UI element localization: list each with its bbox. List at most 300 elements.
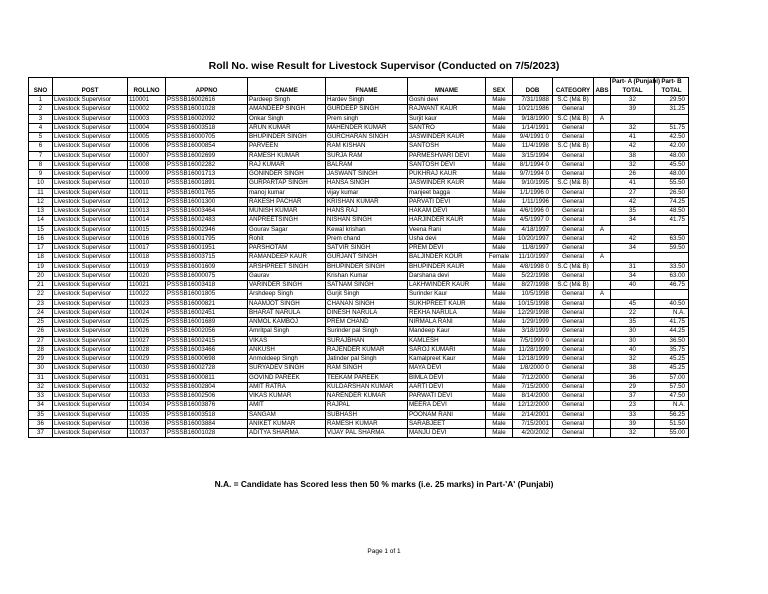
header-category: CATEGORY (553, 87, 594, 96)
header-row (29, 87, 689, 96)
cell-cname: ANPREETSINGH (248, 216, 326, 225)
cell-sno: 20 (29, 271, 53, 280)
cell-fname: Prem singh (326, 114, 408, 123)
cell-cname: GONINDER SINGH (248, 170, 326, 179)
cell-mname: Darshana devi (408, 271, 486, 280)
cell-rollno: 110022 (128, 290, 166, 299)
cell-fname: SURJA RAM (326, 151, 408, 160)
cell-partb-total (655, 225, 689, 234)
cell-partb-total: 29.50 (655, 96, 689, 105)
cell-abs (594, 299, 611, 308)
cell-cname: RAMANDEEP KAUR (248, 253, 326, 262)
table-row (29, 96, 689, 105)
cell-rollno: 110025 (128, 318, 166, 327)
cell-rollno: 110015 (128, 225, 166, 234)
cell-abs (594, 429, 611, 438)
cell-dob: 11/10/1997 (513, 253, 553, 262)
cell-parta-total (611, 253, 655, 262)
cell-post: Livestock Supervisor (53, 105, 128, 114)
cell-partb-total: 46.75 (655, 281, 689, 290)
cell-parta-total (611, 114, 655, 123)
cell-sno: 6 (29, 142, 53, 151)
cell-sno: 32 (29, 382, 53, 391)
cell-abs (594, 419, 611, 428)
cell-parta-total: 38 (611, 151, 655, 160)
cell-cname: GURPARTAP SINGH (248, 179, 326, 188)
cell-fname: GURJANT SINGH (326, 253, 408, 262)
table-row (29, 271, 689, 280)
cell-cname: BHUPINDER SINGH (248, 133, 326, 142)
cell-post: Livestock Supervisor (53, 142, 128, 151)
cell-dob: 2/14/2001 (513, 410, 553, 419)
cell-dob: 3/15/1994 (513, 151, 553, 160)
cell-post: Livestock Supervisor (53, 419, 128, 428)
cell-mname: JASWINDER KAUR (408, 133, 486, 142)
cell-fname: KRISHAN KUMAR (326, 197, 408, 206)
cell-abs (594, 271, 611, 280)
header-mname: MNAME (408, 87, 486, 96)
cell-post: Livestock Supervisor (53, 373, 128, 382)
cell-appno: PSSSB16003518 (166, 123, 248, 132)
cell-category: General (553, 271, 594, 280)
cell-category: General (553, 188, 594, 197)
cell-sex: Male (486, 290, 513, 299)
cell-rollno: 110027 (128, 336, 166, 345)
cell-parta-total: 40 (611, 281, 655, 290)
cell-dob: 8/14/2000 (513, 392, 553, 401)
cell-appno: PSSSB16002616 (166, 96, 248, 105)
cell-abs: A (594, 290, 611, 299)
cell-appno: PSSSB16001028 (166, 105, 248, 114)
cell-abs (594, 244, 611, 253)
cell-cname: MUNISH KUMAR (248, 207, 326, 216)
cell-sex: Male (486, 419, 513, 428)
cell-cname: Arshdeep Singh (248, 290, 326, 299)
cell-appno: PSSSB16001689 (166, 318, 248, 327)
cell-appno: PSSSB16002451 (166, 308, 248, 317)
cell-mname: SANTRO (408, 123, 486, 132)
cell-abs (594, 179, 611, 188)
cell-appno: PSSSB16001805 (166, 290, 248, 299)
cell-appno: PSSSB16002056 (166, 327, 248, 336)
cell-cname: NAAMJOT SINGH (248, 299, 326, 308)
cell-sex: Male (486, 271, 513, 280)
cell-parta-total: 32 (611, 160, 655, 169)
cell-fname: RAM KISHAN (326, 142, 408, 151)
cell-rollno: 110029 (128, 355, 166, 364)
cell-appno: PSSSB16002699 (166, 151, 248, 160)
cell-sno: 12 (29, 197, 53, 206)
cell-sno: 30 (29, 364, 53, 373)
cell-rollno: 110002 (128, 105, 166, 114)
header-partb-top: Part- B (655, 78, 689, 87)
cell-appno: PSSSB16001951 (166, 244, 248, 253)
cell-partb-total: 57.50 (655, 382, 689, 391)
cell-abs (594, 105, 611, 114)
cell-sex: Male (486, 308, 513, 317)
table-row (29, 429, 689, 438)
cell-sno: 34 (29, 401, 53, 410)
cell-sex: Male (486, 382, 513, 391)
header-rollno: ROLLNO (128, 87, 166, 96)
cell-rollno: 110010 (128, 179, 166, 188)
cell-appno: PSSSB16000854 (166, 142, 248, 151)
cell-sex: Male (486, 188, 513, 197)
results-body (29, 96, 689, 438)
cell-dob: 7/15/2001 (513, 419, 553, 428)
cell-post: Livestock Supervisor (53, 160, 128, 169)
cell-mname: Surjit kaur (408, 114, 486, 123)
cell-fname: SUBHASH (326, 410, 408, 419)
cell-mname: SARABJEET (408, 419, 486, 428)
cell-abs (594, 373, 611, 382)
cell-appno: PSSSB16002946 (166, 225, 248, 234)
table-row (29, 253, 689, 262)
cell-rollno: 110009 (128, 170, 166, 179)
cell-rollno: 110032 (128, 382, 166, 391)
cell-sno: 24 (29, 308, 53, 317)
cell-cname: ANKUSH (248, 345, 326, 354)
cell-sno: 7 (29, 151, 53, 160)
cell-abs: A (594, 225, 611, 234)
cell-partb-total (655, 114, 689, 123)
cell-parta-total: 41 (611, 179, 655, 188)
cell-sno: 3 (29, 114, 53, 123)
cell-partb-total: 47.50 (655, 392, 689, 401)
header-parta-total: TOTAL (611, 87, 655, 96)
cell-abs (594, 197, 611, 206)
cell-category: General (553, 225, 594, 234)
table-row (29, 188, 689, 197)
cell-abs (594, 392, 611, 401)
cell-category: General (553, 151, 594, 160)
cell-appno: PSSSB16002282 (166, 160, 248, 169)
cell-post: Livestock Supervisor (53, 299, 128, 308)
cell-abs (594, 318, 611, 327)
cell-mname: BALJINDER KOUR (408, 253, 486, 262)
cell-parta-total: 32 (611, 355, 655, 364)
cell-partb-total: 55.50 (655, 179, 689, 188)
cell-dob: 12/29/1998 (513, 308, 553, 317)
table-row (29, 355, 689, 364)
cell-fname: vijay kumar (326, 188, 408, 197)
cell-appno: PSSSB16003418 (166, 281, 248, 290)
table-row (29, 262, 689, 271)
cell-cname: Onkar Singh (248, 114, 326, 123)
cell-rollno: 110037 (128, 429, 166, 438)
table-row (29, 327, 689, 336)
cell-appno: PSSSB16002415 (166, 336, 248, 345)
cell-abs (594, 281, 611, 290)
cell-sex: Male (486, 244, 513, 253)
cell-sex: Male (486, 336, 513, 345)
table-row (29, 234, 689, 243)
cell-mname: MANJU DEVI (408, 429, 486, 438)
cell-category: General (553, 355, 594, 364)
cell-partb-total: N.A. (655, 401, 689, 410)
cell-parta-total: 34 (611, 271, 655, 280)
cell-sno: 16 (29, 234, 53, 243)
cell-fname: Gurjit Singh (326, 290, 408, 299)
cell-sno: 1 (29, 96, 53, 105)
cell-cname: AMIT (248, 401, 326, 410)
cell-parta-total: 23 (611, 401, 655, 410)
table-row (29, 401, 689, 410)
cell-parta-total: 39 (611, 419, 655, 428)
cell-fname: BHUPINDER SINGH (326, 262, 408, 271)
cell-parta-total: 29 (611, 382, 655, 391)
cell-fname: Hardev Singh (326, 96, 408, 105)
cell-cname: PARVEEN (248, 142, 326, 151)
cell-abs (594, 355, 611, 364)
cell-parta-total: 35 (611, 207, 655, 216)
cell-abs (594, 170, 611, 179)
cell-sex: Male (486, 105, 513, 114)
cell-cname: ANMOL KAMBOJ (248, 318, 326, 327)
table-row (29, 207, 689, 216)
header-post: POST (53, 87, 128, 96)
cell-post: Livestock Supervisor (53, 234, 128, 243)
cell-post: Livestock Supervisor (53, 170, 128, 179)
cell-dob: 4/6/1996 0 (513, 207, 553, 216)
cell-abs (594, 123, 611, 132)
cell-appno: PSSSB16000075 (166, 271, 248, 280)
cell-cname: Anmoldeep Singh (248, 355, 326, 364)
cell-dob: 1/1/1996 0 (513, 188, 553, 197)
cell-partb-total (655, 290, 689, 299)
cell-post: Livestock Supervisor (53, 308, 128, 317)
cell-sex: Male (486, 281, 513, 290)
cell-dob: 10/21/1986 (513, 105, 553, 114)
cell-cname: Rohit (248, 234, 326, 243)
cell-parta-total: 42 (611, 234, 655, 243)
cell-partb-total: 44.25 (655, 327, 689, 336)
cell-sno: 23 (29, 299, 53, 308)
cell-dob: 11/4/1998 (513, 142, 553, 151)
cell-sno: 2 (29, 105, 53, 114)
cell-category: General (553, 410, 594, 419)
cell-mname: PREM DEVI (408, 244, 486, 253)
cell-category: General (553, 299, 594, 308)
cell-mname: AARTI DEVI (408, 382, 486, 391)
cell-sex: Male (486, 327, 513, 336)
cell-fname: Surinder pal Singh (326, 327, 408, 336)
cell-abs (594, 188, 611, 197)
header-abs: ABS (595, 86, 609, 94)
cell-appno: PSSSB16002728 (166, 364, 248, 373)
cell-partb-total (655, 253, 689, 262)
cell-category: S.C (M& B) (553, 96, 594, 105)
table-row (29, 290, 689, 299)
table-row (29, 308, 689, 317)
cell-cname: VIKAS KUMAR (248, 392, 326, 401)
cell-category: General (553, 244, 594, 253)
cell-sex: Male (486, 355, 513, 364)
cell-sex: Male (486, 401, 513, 410)
cell-rollno: 110007 (128, 151, 166, 160)
cell-mname: MEERA DEVI (408, 401, 486, 410)
cell-sex: Male (486, 197, 513, 206)
cell-sex: Male (486, 114, 513, 123)
cell-mname: PARVATI DEVI (408, 197, 486, 206)
cell-parta-total: 34 (611, 244, 655, 253)
cell-mname: PARWATI DEVI (408, 392, 486, 401)
page-title: Roll No. wise Result for Livestock Supervisor (Conducted on 7/5/2023) (208, 60, 560, 72)
cell-sex: Male (486, 410, 513, 419)
cell-dob: 4/20/2002 (513, 429, 553, 438)
cell-cname: VIKAS (248, 336, 326, 345)
cell-abs (594, 234, 611, 243)
cell-sno: 27 (29, 336, 53, 345)
cell-sno: 29 (29, 355, 53, 364)
cell-partb-total: 42.50 (655, 133, 689, 142)
cell-sno: 25 (29, 318, 53, 327)
cell-fname: TEEKAM PAREEK (326, 373, 408, 382)
cell-fname: GURDEEP SINGH (326, 105, 408, 114)
cell-rollno: 110014 (128, 216, 166, 225)
cell-parta-total (611, 290, 655, 299)
cell-abs (594, 410, 611, 419)
cell-mname: NIRMALA RANI (408, 318, 486, 327)
cell-fname: BALRAM (326, 160, 408, 169)
cell-abs (594, 262, 611, 271)
cell-sex: Male (486, 373, 513, 382)
cell-sno: 4 (29, 123, 53, 132)
header-appno: APPNO (166, 87, 248, 96)
cell-sno: 15 (29, 225, 53, 234)
cell-dob: 7/5/1999 0 (513, 336, 553, 345)
cell-rollno: 110011 (128, 188, 166, 197)
cell-mname: BHUPINDER KAUR (408, 262, 486, 271)
cell-sex: Male (486, 123, 513, 132)
table-row (29, 244, 689, 253)
cell-partb-total: 33.50 (655, 262, 689, 271)
cell-fname: MAHENDER KUMAR (326, 123, 408, 132)
cell-rollno: 110033 (128, 392, 166, 401)
cell-fname: RAMESH KUMAR (326, 419, 408, 428)
cell-sno: 21 (29, 281, 53, 290)
cell-dob: 5/22/1998 (513, 271, 553, 280)
cell-dob: 12/18/1999 (513, 355, 553, 364)
cell-mname: Kamalpreet Kaur (408, 355, 486, 364)
table-row (29, 345, 689, 354)
cell-dob: 10/5/1998 (513, 290, 553, 299)
cell-fname: RAJENDER KUMAR (326, 345, 408, 354)
cell-partb-total: 41.75 (655, 216, 689, 225)
cell-rollno: 110031 (128, 373, 166, 382)
table-row (29, 225, 689, 234)
table-row (29, 160, 689, 169)
cell-rollno: 110013 (128, 207, 166, 216)
cell-parta-total: 31 (611, 262, 655, 271)
cell-parta-total: 22 (611, 308, 655, 317)
cell-category: General (553, 290, 594, 299)
table-row (29, 123, 689, 132)
table-row (29, 410, 689, 419)
header-fname: FNAME (326, 87, 408, 96)
cell-category: General (553, 336, 594, 345)
cell-post: Livestock Supervisor (53, 123, 128, 132)
cell-fname: SURAJBHAN (326, 336, 408, 345)
cell-mname: Usha devi (408, 234, 486, 243)
cell-cname: SURYADEV SINGH (248, 364, 326, 373)
cell-rollno: 110008 (128, 160, 166, 169)
cell-parta-total: 32 (611, 429, 655, 438)
cell-partb-total: 36.50 (655, 336, 689, 345)
cell-fname: SATNAM SINGH (326, 281, 408, 290)
cell-category: General (553, 308, 594, 317)
table-row (29, 318, 689, 327)
cell-appno: PSSSB16003466 (166, 345, 248, 354)
cell-cname: RAKESH PACHAR (248, 197, 326, 206)
cell-sex: Male (486, 96, 513, 105)
cell-post: Livestock Supervisor (53, 262, 128, 271)
cell-post: Livestock Supervisor (53, 429, 128, 438)
cell-partb-total: 26.50 (655, 188, 689, 197)
header-dob: DOB (513, 87, 553, 96)
cell-cname: ARSHPREET SINGH (248, 262, 326, 271)
cell-dob: 1/14/1991 (513, 123, 553, 132)
cell-parta-total: 32 (611, 123, 655, 132)
cell-sex: Male (486, 160, 513, 169)
cell-dob: 7/15/2000 (513, 382, 553, 391)
cell-appno: PSSSB16003464 (166, 207, 248, 216)
cell-abs (594, 327, 611, 336)
cell-cname: manoj kumar (248, 188, 326, 197)
cell-abs (594, 401, 611, 410)
cell-partb-total: 56.25 (655, 410, 689, 419)
cell-partb-total: 48.00 (655, 170, 689, 179)
cell-post: Livestock Supervisor (53, 96, 128, 105)
cell-partb-total: 35.75 (655, 345, 689, 354)
table-row (29, 133, 689, 142)
cell-fname: SATVIR SINGH (326, 244, 408, 253)
cell-post: Livestock Supervisor (53, 151, 128, 160)
cell-sno: 8 (29, 160, 53, 169)
cell-abs (594, 382, 611, 391)
cell-parta-total: 32 (611, 96, 655, 105)
cell-cname: AMANDEEP SINGH (248, 105, 326, 114)
cell-category: S.C (M& B) (553, 142, 594, 151)
cell-category: S.C (M& B) (553, 262, 594, 271)
header-parta-top: Part- A (Punjabi) (612, 78, 661, 86)
cell-fname: HANSA SINGH (326, 179, 408, 188)
cell-category: S.C (M& B) (553, 281, 594, 290)
cell-mname: HARJINDER KAUR (408, 216, 486, 225)
cell-dob: 9/18/1990 (513, 114, 553, 123)
cell-rollno: 110028 (128, 345, 166, 354)
table-row (29, 419, 689, 428)
cell-post: Livestock Supervisor (53, 382, 128, 391)
cell-post: Livestock Supervisor (53, 345, 128, 354)
cell-parta-total: 26 (611, 170, 655, 179)
cell-dob: 9/7/1994 0 (513, 170, 553, 179)
cell-mname: SAROJ KUMARI (408, 345, 486, 354)
cell-abs (594, 142, 611, 151)
cell-parta-total: 41 (611, 133, 655, 142)
cell-partb-total: 40.50 (655, 299, 689, 308)
cell-sex: Male (486, 225, 513, 234)
cell-partb-total: N.A. (655, 308, 689, 317)
cell-category: General (553, 345, 594, 354)
cell-rollno: 110019 (128, 262, 166, 271)
cell-mname: KAMLESH (408, 336, 486, 345)
cell-sno: 36 (29, 419, 53, 428)
cell-cname: Gourav Sagar (248, 225, 326, 234)
cell-parta-total (611, 225, 655, 234)
cell-parta-total: 38 (611, 364, 655, 373)
cell-partb-total: 51.50 (655, 419, 689, 428)
